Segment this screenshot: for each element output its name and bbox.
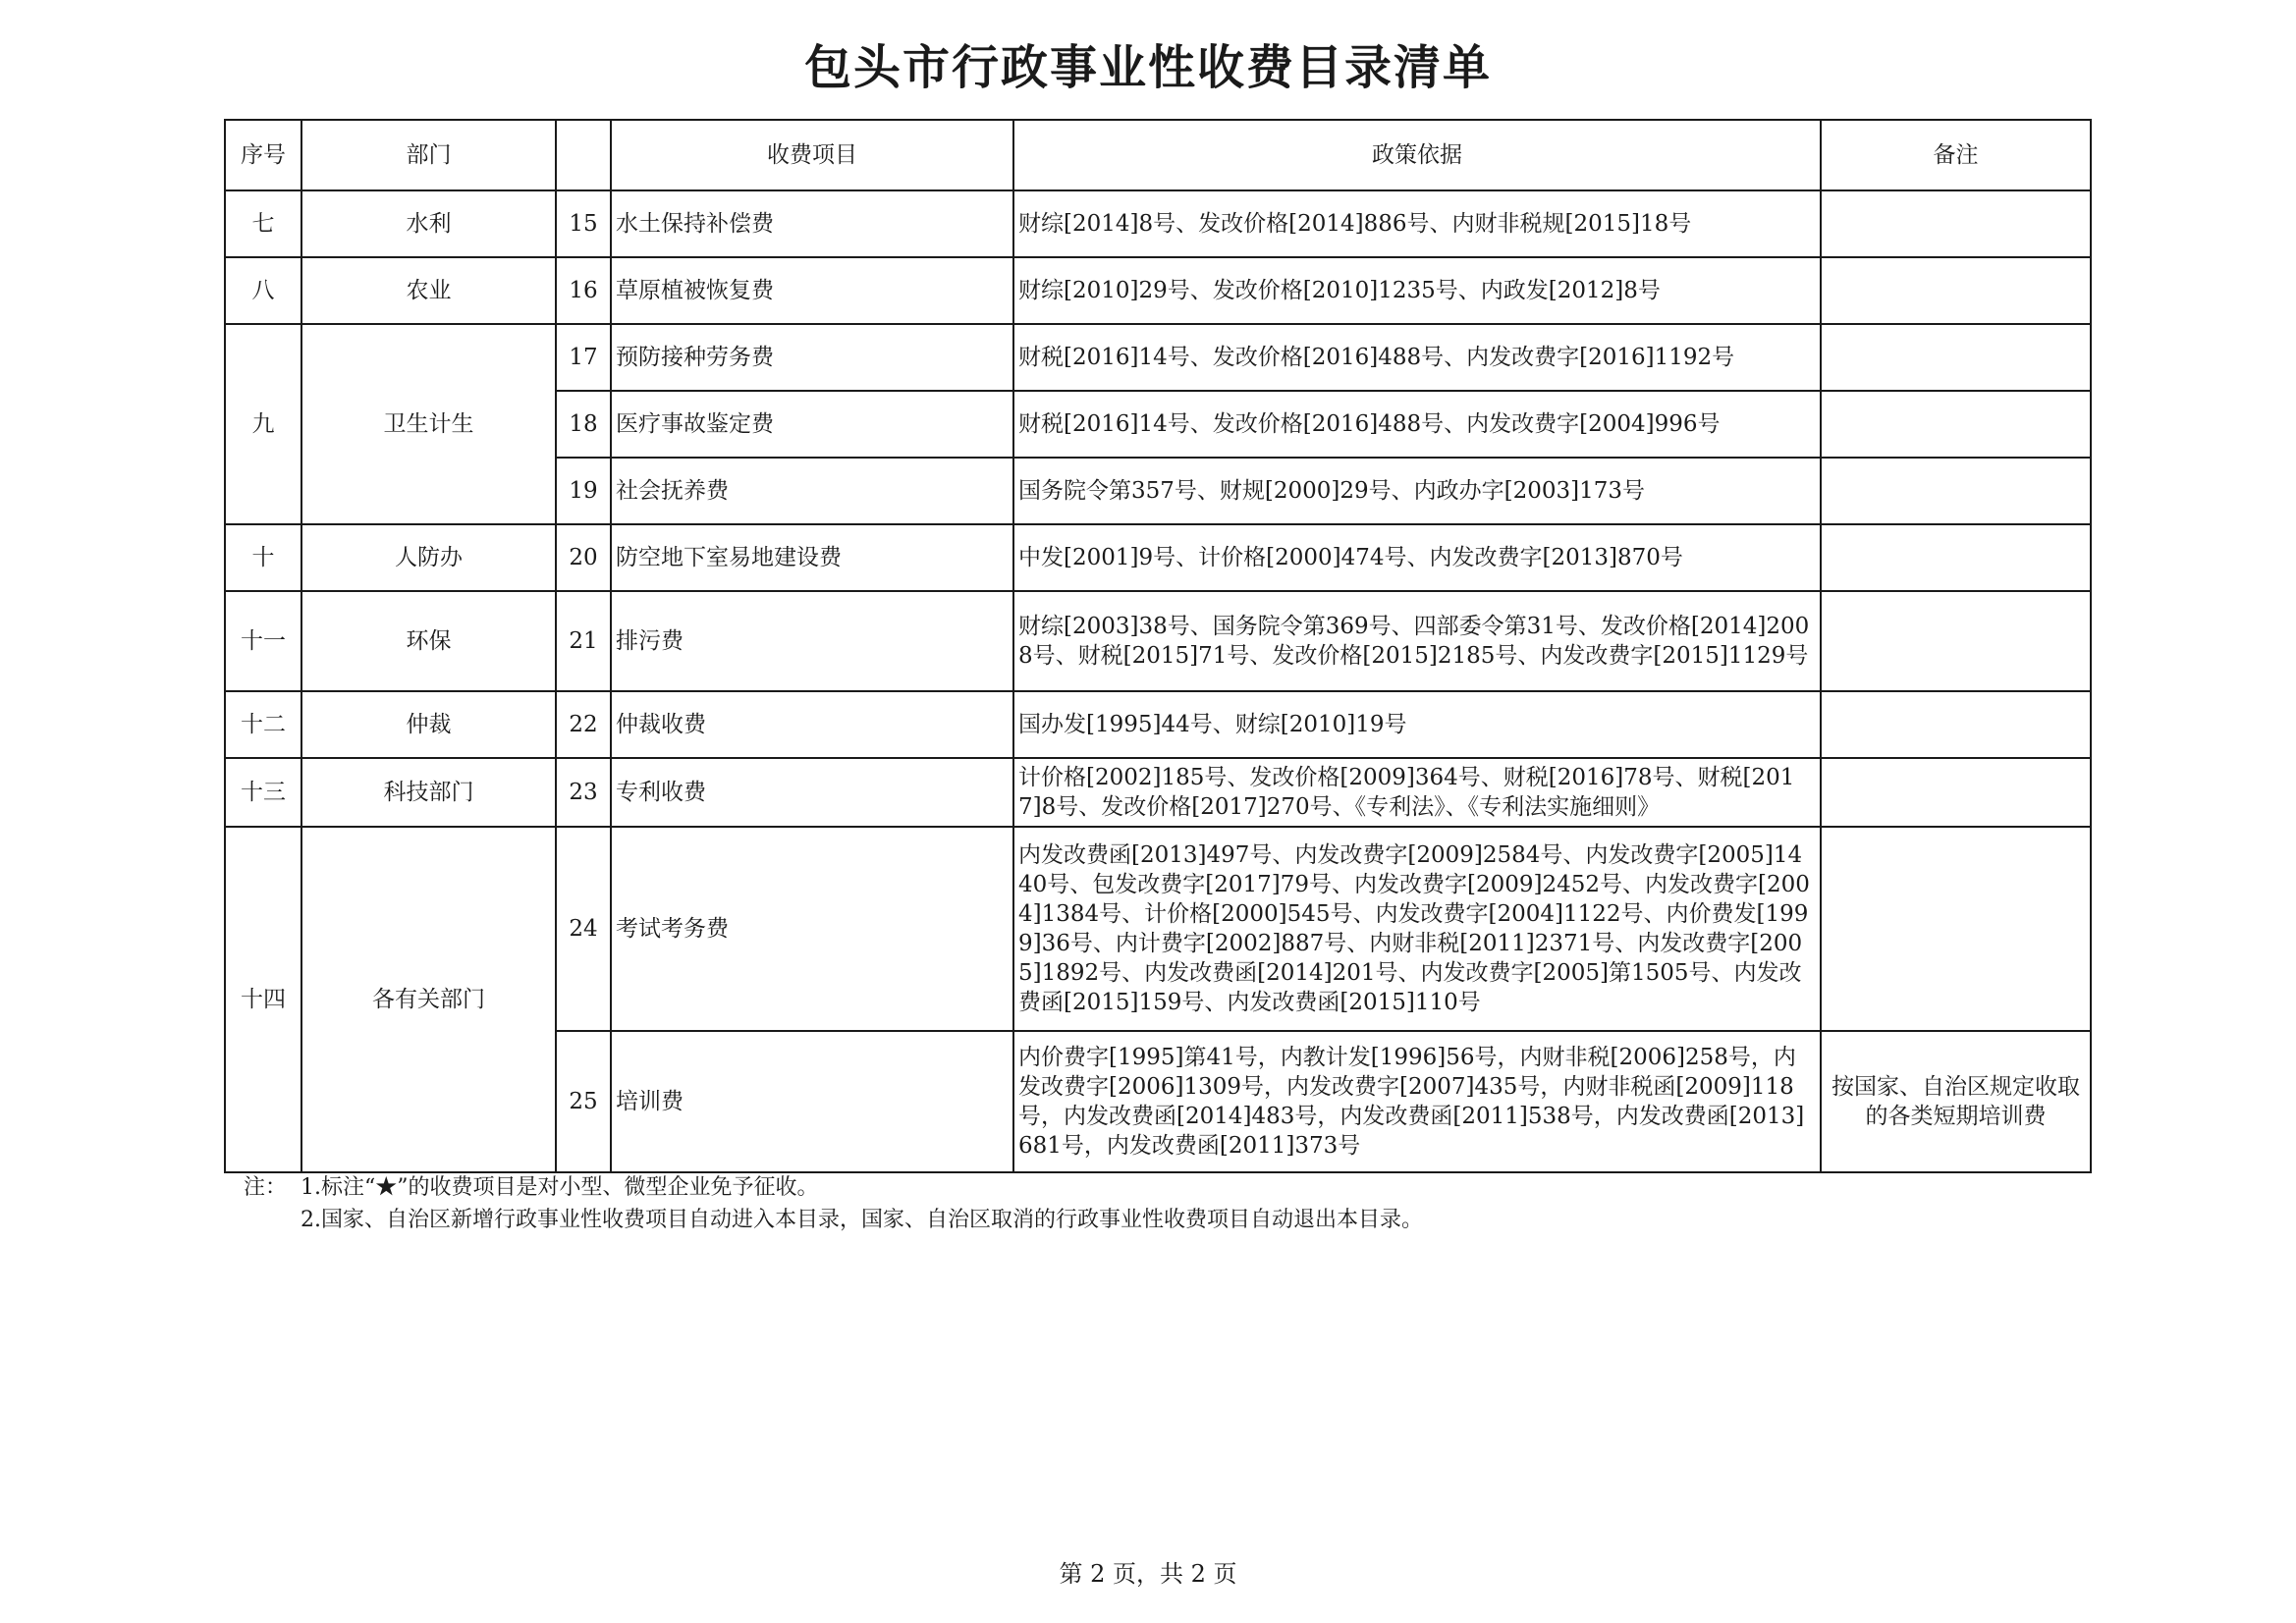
dept-cell: 农业: [301, 257, 556, 324]
item-number-cell: 16: [556, 257, 611, 324]
remark-cell: [1821, 691, 2091, 758]
table-row: [225, 591, 2091, 691]
remark-cell: 按国家、自治区规定收取的各类短期培训费: [1821, 1031, 2091, 1172]
header-item: 收费项目: [611, 120, 1013, 190]
dept-cell: 各有关部门: [301, 827, 556, 1172]
dept-cell: 科技部门: [301, 758, 556, 827]
table-header-row: [225, 120, 2091, 190]
item-name-cell: 培训费: [611, 1031, 1013, 1172]
item-number-cell: 25: [556, 1031, 611, 1172]
header-remark: 备注: [1821, 120, 2091, 190]
policy-basis-cell: 计价格[2002]185号、发改价格[2009]364号、财税[2016]78号、财税[2017]8号、发改价格[2017]270号、《专利法》、《专利法实施细则》: [1013, 758, 1821, 827]
policy-basis-cell: 国办发[1995]44号、财综[2010]19号: [1013, 691, 1821, 758]
item-name-cell: 草原植被恢复费: [611, 257, 1013, 324]
remark-cell: [1821, 524, 2091, 591]
item-name-cell: 专利收费: [611, 758, 1013, 827]
table-row: [225, 324, 2091, 391]
remark-cell: [1821, 591, 2091, 691]
item-number-cell: 15: [556, 190, 611, 257]
notes-label: 注：: [244, 1175, 288, 1200]
remark-cell: [1821, 391, 2091, 458]
dept-cell: 水利: [301, 190, 556, 257]
item-name-cell: 考试考务费: [611, 827, 1013, 1031]
seq-cell: 十二: [225, 691, 301, 758]
notes-section: [244, 1171, 1423, 1236]
dept-cell: 人防办: [301, 524, 556, 591]
document-title: 包头市行政事业性收费目录清单: [803, 40, 1492, 95]
dept-cell: 卫生计生: [301, 324, 556, 524]
item-name-cell: 仲裁收费: [611, 691, 1013, 758]
item-name-cell: 防空地下室易地建设费: [611, 524, 1013, 591]
header-basis: 政策依据: [1013, 120, 1821, 190]
policy-basis-cell: 内发改费函[2013]497号、内发改费字[2009]2584号、内发改费字[2005]1440号、包发改费字[2017]79号、内发改费字[2009]2452号、内发改费字[2004]1384号、计价格[2000]545号、内发改费字[2004]1122号、内价费发[1999]36号、内计费字[2002]887号、内财非税[2011]2371号、内发改费字[2005]1892号、内发改费函[2014]201号、内发改费字[2005]第1505号、内发改费函[2015]159号、内发改费函[2015]110号: [1013, 827, 1821, 1031]
policy-basis-cell: 中发[2001]9号、计价格[2000]474号、内发改费字[2013]870号: [1013, 524, 1821, 591]
remark-cell: [1821, 190, 2091, 257]
table-row: [225, 758, 2091, 827]
item-number-cell: 22: [556, 691, 611, 758]
table-row: [225, 691, 2091, 758]
policy-basis-cell: 财综[2014]8号、发改价格[2014]886号、内财非税规[2015]18号: [1013, 190, 1821, 257]
item-number-cell: 19: [556, 458, 611, 524]
table-row: [225, 190, 2091, 257]
item-number-cell: 23: [556, 758, 611, 827]
dept-cell: 仲裁: [301, 691, 556, 758]
table-row: [225, 524, 2091, 591]
seq-cell: 九: [225, 324, 301, 524]
item-name-cell: 预防接种劳务费: [611, 324, 1013, 391]
item-number-cell: 18: [556, 391, 611, 458]
policy-basis-cell: 财税[2016]14号、发改价格[2016]488号、内发改费字[2016]1192号: [1013, 324, 1821, 391]
header-seq: 序号: [225, 120, 301, 190]
page-footer: 第 2 页，共 2 页: [1059, 1560, 1237, 1588]
item-name-cell: 社会抚养费: [611, 458, 1013, 524]
item-number-cell: 17: [556, 324, 611, 391]
dept-cell: 环保: [301, 591, 556, 691]
seq-cell: 七: [225, 190, 301, 257]
seq-cell: 十四: [225, 827, 301, 1172]
remark-cell: [1821, 827, 2091, 1031]
policy-basis-cell: 内价费字[1995]第41号，内教计发[1996]56号，内财非税[2006]258号，内发改费字[2006]1309号，内发改费字[2007]435号，内财非税函[2009]118号，内发改费函[2014]483号，内发改费函[2011]538号，内发改费函[2013]681号，内发改费函[2011]373号: [1013, 1031, 1821, 1172]
remark-cell: [1821, 324, 2091, 391]
item-number-cell: 21: [556, 591, 611, 691]
item-name-cell: 排污费: [611, 591, 1013, 691]
item-name-cell: 水土保持补偿费: [611, 190, 1013, 257]
item-number-cell: 20: [556, 524, 611, 591]
header-no: [556, 120, 611, 190]
seq-cell: 十三: [225, 758, 301, 827]
policy-basis-cell: 国务院令第357号、财规[2000]29号、内政办字[2003]173号: [1013, 458, 1821, 524]
remark-cell: [1821, 758, 2091, 827]
seq-cell: 十: [225, 524, 301, 591]
item-name-cell: 医疗事故鉴定费: [611, 391, 1013, 458]
item-number-cell: 24: [556, 827, 611, 1031]
table-row: [225, 827, 2091, 1031]
note-item: 1.标注“★”的收费项目是对小型、微型企业免予征收。: [301, 1175, 819, 1200]
fee-catalog-table: [224, 119, 2092, 1173]
policy-basis-cell: 财税[2016]14号、发改价格[2016]488号、内发改费字[2004]996号: [1013, 391, 1821, 458]
header-dept: 部门: [301, 120, 556, 190]
seq-cell: 十一: [225, 591, 301, 691]
policy-basis-cell: 财综[2003]38号、国务院令第369号、四部委令第31号、发改价格[2014]2008号、财税[2015]71号、发改价格[2015]2185号、内发改费字[2015]1129号: [1013, 591, 1821, 691]
remark-cell: [1821, 458, 2091, 524]
seq-cell: 八: [225, 257, 301, 324]
remark-cell: [1821, 257, 2091, 324]
note-item: 2.国家、自治区新增行政事业性收费项目自动进入本目录，国家、自治区取消的行政事业性收费项目自动退出本目录。: [301, 1208, 1423, 1232]
table-row: [225, 257, 2091, 324]
policy-basis-cell: 财综[2010]29号、发改价格[2010]1235号、内政发[2012]8号: [1013, 257, 1821, 324]
